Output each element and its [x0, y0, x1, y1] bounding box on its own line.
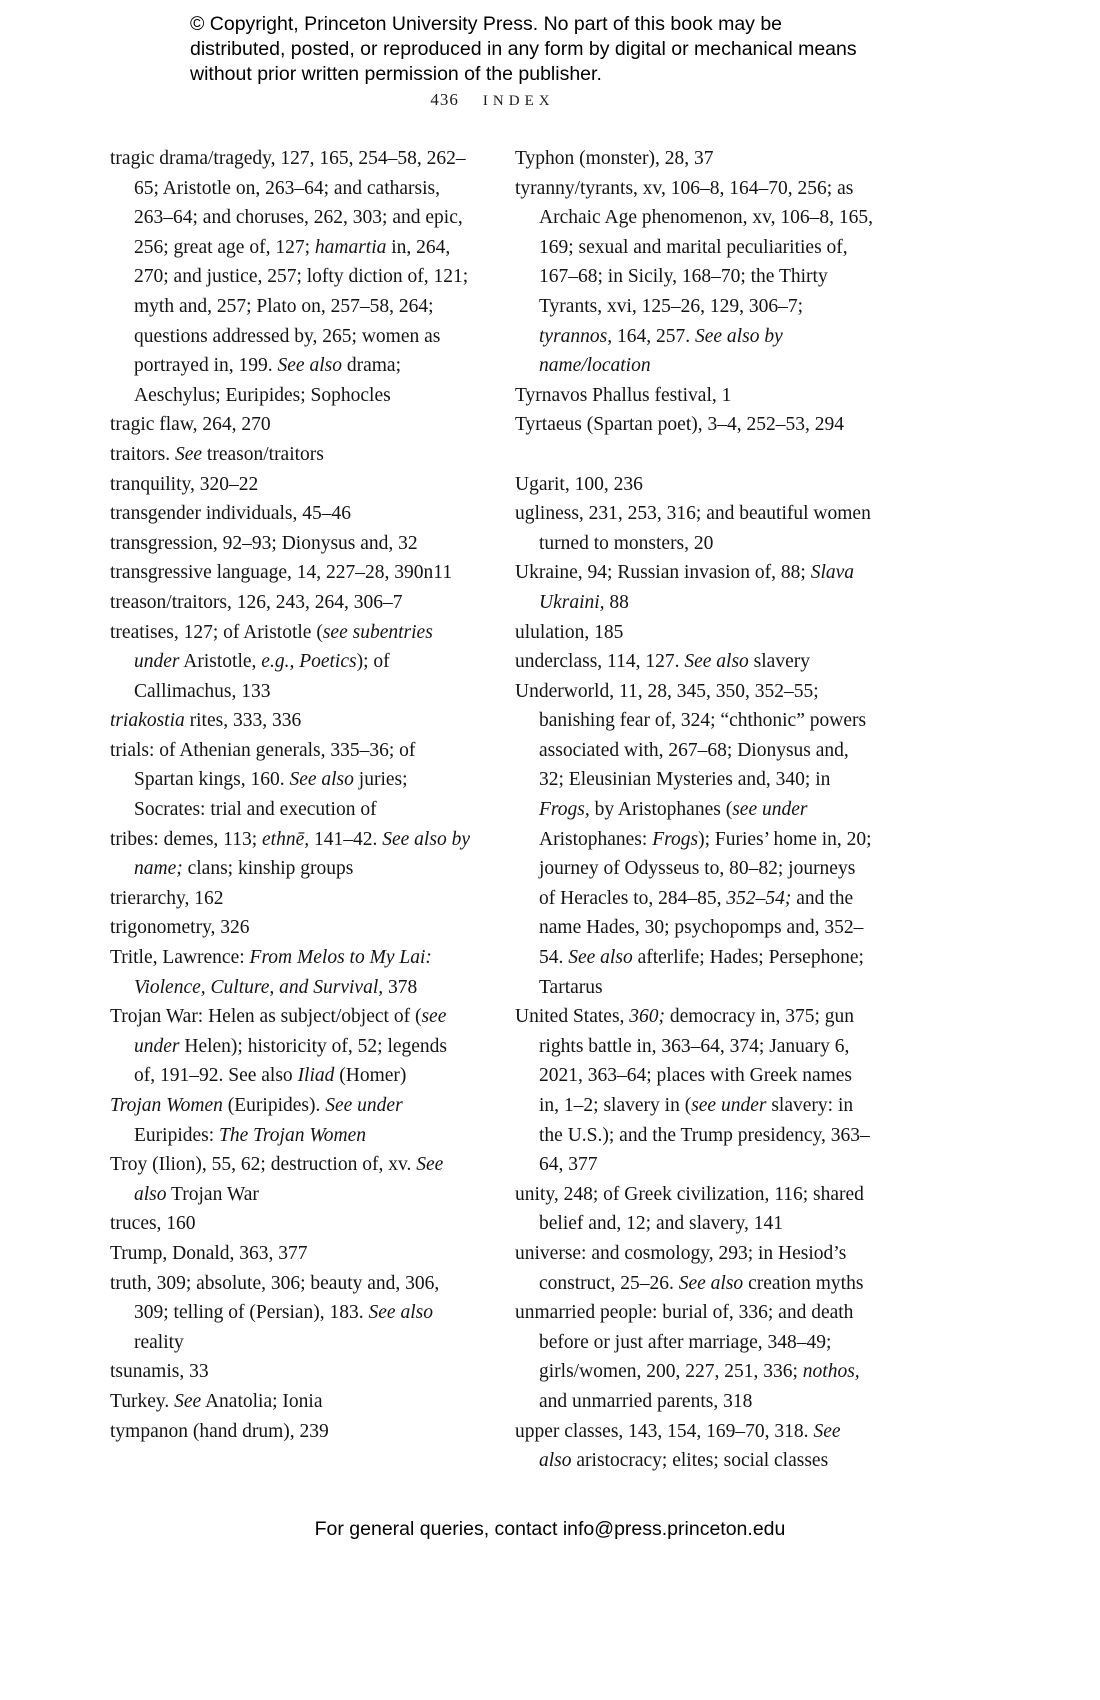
index-entry	[110, 558, 470, 588]
entry-segment-italic: See also	[289, 769, 354, 791]
index-entry	[515, 1002, 875, 1180]
entry-segment: juries; Socrates: trial and execution of	[134, 769, 408, 821]
index-entry	[110, 1387, 470, 1417]
entry-segment-italic: See	[174, 1390, 202, 1412]
entry-segment-italic: triakostia	[110, 710, 185, 732]
index-entry	[110, 913, 470, 943]
entry-segment: Typhon (monster), 28, 37	[515, 148, 714, 169]
index-entry	[515, 677, 875, 1003]
entry-segment: Trojan War: Helen as subject/object of (	[110, 1006, 422, 1028]
entry-segment-italic: 360;	[629, 1006, 666, 1028]
entry-segment: tribes: demes, 113;	[110, 828, 263, 850]
index-entry	[110, 1239, 470, 1269]
entry-segment: ); Furies’ home in, 20; journey of Odysseus to, 80–82; journeys of Heracles to, 284–85,	[539, 828, 872, 909]
entry-segment: rites, 333, 336	[184, 710, 302, 732]
entry-segment: trials: of Athenian generals, 335–36; of Spartan kings, 160.	[110, 739, 416, 791]
index-entry	[110, 1357, 470, 1387]
entry-segment-italic: see under	[691, 1095, 767, 1116]
index-entry	[110, 1417, 470, 1447]
index-entry	[110, 529, 470, 559]
column-right	[515, 144, 875, 1476]
entry-segment-italic: See also	[539, 1420, 841, 1472]
entry-segment: truth, 309; absolute, 306; beauty and, 306, 309; telling of (Persian), 183.	[110, 1272, 440, 1324]
entry-segment-italic: nothos,	[802, 1361, 860, 1383]
entry-segment: Troy (Ilion), 55, 62; destruction of, xv.	[110, 1154, 417, 1176]
index-entry	[515, 381, 875, 411]
entry-segment: 378	[383, 976, 418, 998]
entry-segment: ); of Callimachus, 133	[134, 651, 390, 702]
entry-segment-italic: Iliad	[297, 1065, 335, 1087]
entry-segment-italic: 352–54;	[726, 887, 792, 909]
entry-segment-italic: see under	[134, 1006, 447, 1057]
index-entry	[515, 410, 875, 440]
entry-segment: clans; kinship groups	[182, 858, 354, 880]
entry-segment: treatises, 127; of Aristotle (	[110, 621, 323, 643]
entry-segment: afterlife; Hades; Persephone; Tartarus	[539, 947, 864, 998]
entry-segment-italic: See also	[678, 1272, 744, 1294]
entry-segment: democracy in, 375; gun rights battle in, 363–64, 374; January 6, 2021, 363–64; places with Greek names in, 1–2; slavery in (	[539, 1006, 855, 1116]
entry-segment-italic: See also	[568, 947, 633, 969]
index-entry	[110, 1269, 470, 1358]
index-entry	[515, 1180, 875, 1239]
index-entry	[515, 1417, 875, 1476]
entry-segment: treason/traitors, 126, 243, 264, 306–7	[110, 591, 403, 613]
index-entry	[110, 440, 470, 470]
entry-segment: underclass, 114, 127.	[515, 651, 685, 673]
entry-segment-italic: From Melos to My Lai: Violence, Culture, and Survival,	[134, 947, 432, 998]
entry-segment: United States,	[515, 1006, 630, 1028]
index-entry	[110, 499, 470, 529]
entry-segment: tranquility, 320–22	[110, 473, 259, 495]
entry-segment-italic: Slava Ukraini,	[539, 562, 855, 613]
entry-segment-italic: See also by name/location	[539, 325, 783, 377]
index-entry	[110, 1002, 470, 1091]
index-entry	[110, 470, 470, 500]
entry-segment: transgression, 92–93; Dionysus and, 32	[110, 532, 418, 554]
index-entry	[515, 144, 875, 174]
entry-segment: universe: and cosmology, 293; in Hesiod’s construct, 25–26.	[515, 1242, 847, 1294]
entry-segment-italic: ethnē,	[262, 828, 310, 850]
entry-segment-italic: See also	[368, 1302, 433, 1324]
index-entry	[515, 174, 875, 381]
index-entry	[110, 618, 470, 707]
entry-segment: and unmarried parents, 318	[539, 1390, 753, 1412]
page-number: 436	[430, 90, 459, 109]
entry-segment: 164, 257.	[612, 325, 695, 347]
entry-segment: trierarchy, 162	[110, 887, 224, 909]
index-entry	[515, 470, 875, 500]
index-columns	[110, 144, 875, 1476]
entry-segment: aristocracy; elites; social classes	[571, 1450, 829, 1472]
entry-segment: slavery	[748, 651, 810, 673]
entry-segment-italic: see subentries under	[134, 621, 433, 673]
entry-segment-italic: Frogs	[652, 828, 699, 850]
index-entry	[110, 943, 470, 1002]
index-entry	[110, 410, 470, 440]
entry-segment: reality	[134, 1331, 184, 1353]
entry-segment: Aristotle,	[179, 651, 262, 673]
entry-segment: tympanon (hand drum), 239	[110, 1420, 329, 1442]
index-title: INDEX	[482, 93, 555, 109]
entry-segment: 88	[604, 591, 629, 613]
entry-segment-italic: Frogs,	[539, 799, 590, 821]
entry-segment-italic: See under	[325, 1095, 403, 1116]
entry-segment: Anatolia; Ionia	[201, 1390, 323, 1412]
entry-segment: slavery: in the U.S.); and the Trump presidency, 363–64, 377	[539, 1095, 870, 1176]
entry-segment-italic: See also	[277, 355, 342, 377]
entry-segment-italic: see under	[732, 799, 808, 821]
entry-segment: drama; Aeschylus; Euripides; Sophocles	[134, 355, 401, 406]
index-entry	[110, 1091, 470, 1150]
entry-segment: Turkey.	[110, 1390, 175, 1412]
index-entry	[110, 1209, 470, 1239]
entry-segment: in, 264, 270; and justice, 257; lofty diction of, 121; myth and, 257; Plato on, 257–58, 264; questions addressed by, 265; women as portrayed in, 199.	[134, 236, 469, 377]
entry-segment: Helen); historicity of, 52; legends of, 191–92. See also	[134, 1035, 448, 1087]
entry-segment: Tyrnavos Phallus festival, 1	[515, 384, 732, 406]
index-entry	[110, 1150, 470, 1209]
entry-segment: upper classes, 143, 154, 169–70, 318.	[515, 1420, 814, 1442]
entry-segment: Trojan War	[166, 1183, 259, 1205]
page-header	[110, 90, 875, 110]
column-left	[110, 144, 470, 1476]
copyright-notice: © Copyright, Princeton University Press. No part of this book may be distributed, posted, or reproduced in any form by digital or mechanical means without prior written permission of the publisher.	[190, 13, 857, 85]
entry-segment: traitors.	[110, 443, 175, 465]
entry-segment-italic: See	[174, 443, 203, 465]
entry-segment: Euripides:	[134, 1124, 220, 1146]
entry-segment-italic: hamartia	[314, 236, 387, 258]
index-entry	[515, 618, 875, 648]
index-entry	[515, 499, 875, 558]
entry-segment: tragic flaw, 264, 270	[110, 414, 271, 436]
index-entry	[110, 825, 470, 884]
entry-segment: tsunamis, 33	[110, 1361, 209, 1383]
entry-segment: trigonometry, 326	[110, 917, 250, 939]
index-entry	[110, 884, 470, 914]
index-entry	[515, 1298, 875, 1416]
entry-segment: by Aristophanes (	[589, 799, 733, 821]
entry-segment: Underworld, 11, 28, 345, 350, 352–55; banishing fear of, 324; “chthonic” powers associated with, 267–68; Dionysus and, 32; Eleusinian Mysteries and, 340; in	[515, 680, 867, 791]
entry-segment: transgressive language, 14, 227–28, 390n11	[110, 562, 453, 584]
index-entry	[110, 736, 470, 825]
index-entry	[110, 144, 470, 410]
index-entry	[515, 558, 875, 617]
entry-segment-italic: The Trojan Women	[219, 1124, 367, 1146]
entry-segment-italic: See also	[134, 1154, 444, 1205]
entry-segment: tragic drama/tragedy, 127, 165, 254–58, 262–65; Aristotle on, 263–64; and catharsis, 263–64; and choruses, 262, 303; and epic, 256; great age of, 127;	[110, 148, 466, 258]
entry-segment: unmarried people: burial of, 336; and death before or just after marriage, 348–49; girls/women, 200, 227, 251, 336;	[515, 1302, 854, 1383]
entry-segment: ululation, 185	[515, 621, 624, 643]
entry-segment-italic: tyrannos,	[539, 325, 613, 347]
index-entry	[515, 1239, 875, 1298]
entry-segment-italic: Trojan Women	[110, 1095, 223, 1116]
entry-segment: Aristophanes:	[539, 828, 653, 850]
entry-segment: unity, 248; of Greek civilization, 116; shared belief and, 12; and slavery, 141	[515, 1183, 864, 1235]
entry-segment: and the name Hades, 30; psychopomps and, 352–54.	[539, 887, 864, 969]
entry-segment-italic: See also	[684, 651, 749, 673]
entry-segment-italic: See also by name;	[134, 828, 470, 880]
entry-segment: truces, 160	[110, 1213, 196, 1235]
index-entry	[110, 706, 470, 736]
entry-segment: Tyrtaeus (Spartan poet), 3–4, 252–53, 294	[515, 414, 844, 436]
entry-segment-italic: e.g., Poetics	[261, 651, 357, 673]
entry-segment: (Euripides).	[222, 1095, 326, 1116]
entry-segment: Trump, Donald, 363, 377	[110, 1242, 308, 1264]
index-entry	[515, 647, 875, 677]
entry-segment: transgender individuals, 45–46	[110, 503, 351, 525]
entry-segment: tyranny/tyrants, xv, 106–8, 164–70, 256; as Archaic Age phenomenon, xv, 106–8, 165, 169; sexual and marital peculiarities of, 167–68; in Sicily, 168–70; the Thirty Tyrants, xvi, 125–26, 129, 306–7;	[515, 177, 873, 317]
entry-segment: Tritle, Lawrence:	[110, 947, 250, 969]
entry-segment: 141–42.	[309, 828, 383, 850]
index-entry	[110, 588, 470, 618]
entry-segment: ugliness, 231, 253, 316; and beautiful women turned to monsters, 20	[515, 503, 871, 554]
entry-segment: Ugarit, 100, 236	[515, 473, 643, 495]
entry-segment: (Homer)	[334, 1065, 407, 1087]
entry-segment: Ukraine, 94; Russian invasion of, 88;	[515, 562, 811, 584]
entry-segment: creation myths	[743, 1272, 864, 1294]
footer-contact: For general queries, contact info@press.princeton.edu	[314, 1518, 786, 1540]
entry-segment: treason/traitors	[202, 443, 324, 465]
